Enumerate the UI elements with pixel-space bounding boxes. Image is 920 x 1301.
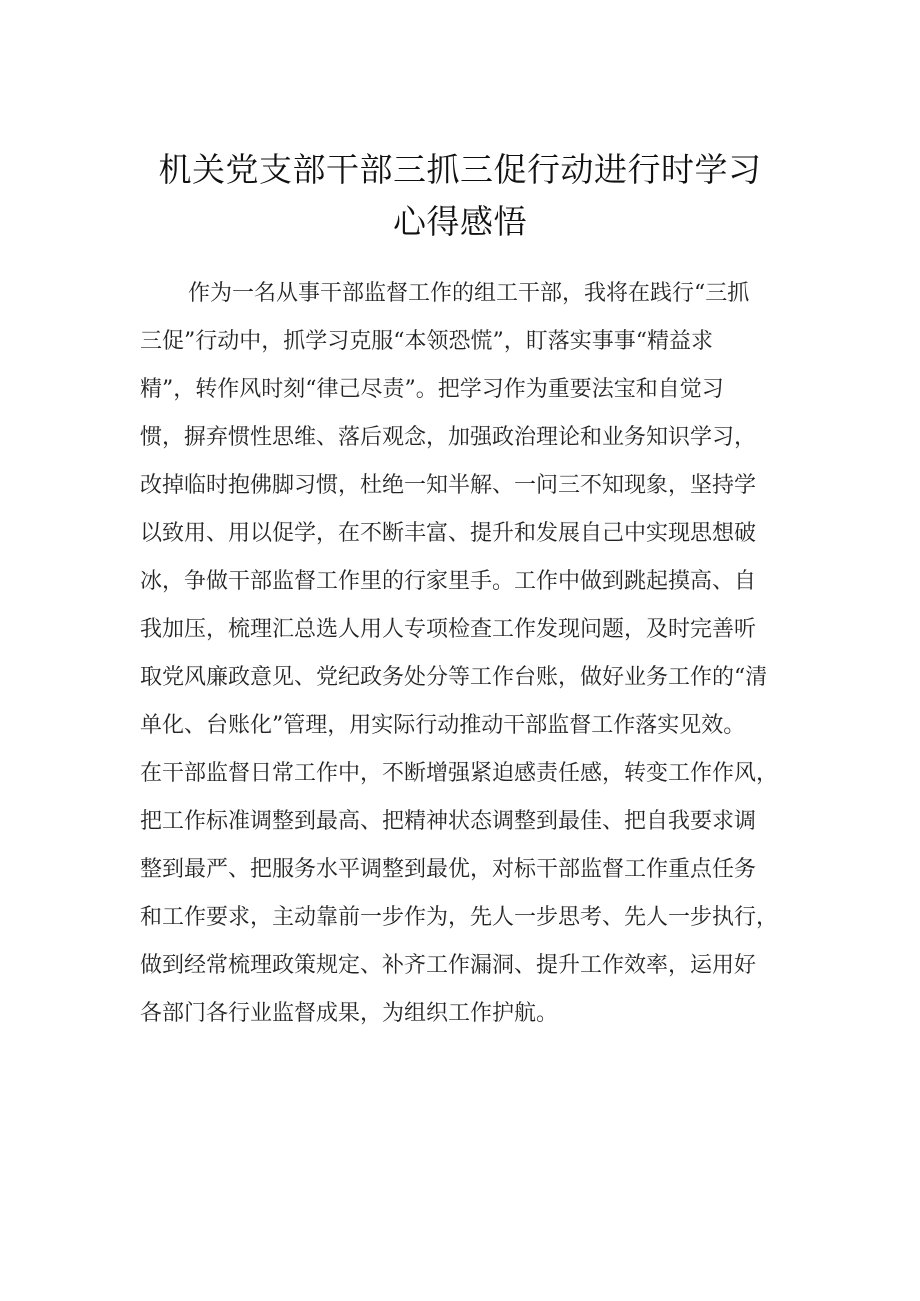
- body-line: 惯，摒弃惯性思维、落后观念，加强政治理论和业务知识学习，: [140, 425, 757, 450]
- body-line: 取党风廉政意见、党纪政务处分等工作台账，做好业务工作的“清: [140, 665, 768, 690]
- body-line: 和工作要求，主动靠前一步作为，先人一步思考、先人一步执行，: [140, 905, 779, 930]
- body-line: 我加压，梳理汇总选人用人专项检查工作发现问题，及时完善听: [140, 617, 757, 642]
- body-line: 做到经常梳理政策规定、补齐工作漏洞、提升工作效率，运用好: [140, 953, 757, 978]
- body-line: 作为一名从事干部监督工作的组工干部，我将在践行“三抓: [188, 281, 750, 306]
- body-line: 改掉临时抱佛脚习惯，杜绝一知半解、一问三不知现象，坚持学: [140, 473, 757, 498]
- body-line: 单化、台账化”管理，用实际行动推动干部监督工作落实见效。: [140, 713, 746, 738]
- document-title-line-2: 心得感悟: [393, 202, 527, 241]
- body-line: 精”，转作风时刻“律己尽责”。把学习作为重要法宝和自觉习: [140, 377, 724, 402]
- body-line: 三促”行动中，抓学习克服“本领恐慌”，盯落实事事“精益求: [140, 329, 713, 354]
- document-body: [140, 270, 795, 1038]
- body-line: 把工作标准调整到最高、把精神状态调整到最佳、把自我要求调: [140, 809, 757, 834]
- document-title-line-1: 机关党支部干部三抓三促行动进行时学习: [158, 150, 762, 189]
- body-line: 以致用、用以促学，在不断丰富、提升和发展自己中实现思想破: [140, 521, 757, 546]
- body-line: 在干部监督日常工作中，不断增强紧迫感责任感，转变工作作风，: [140, 761, 779, 786]
- body-line: 整到最严、把服务水平调整到最优，对标干部监督工作重点任务: [140, 857, 757, 882]
- body-line: 冰，争做干部监督工作里的行家里手。工作中做到跳起摸高、自: [140, 569, 757, 594]
- body-line: 各部门各行业监督成果，为组织工作护航。: [140, 1001, 559, 1026]
